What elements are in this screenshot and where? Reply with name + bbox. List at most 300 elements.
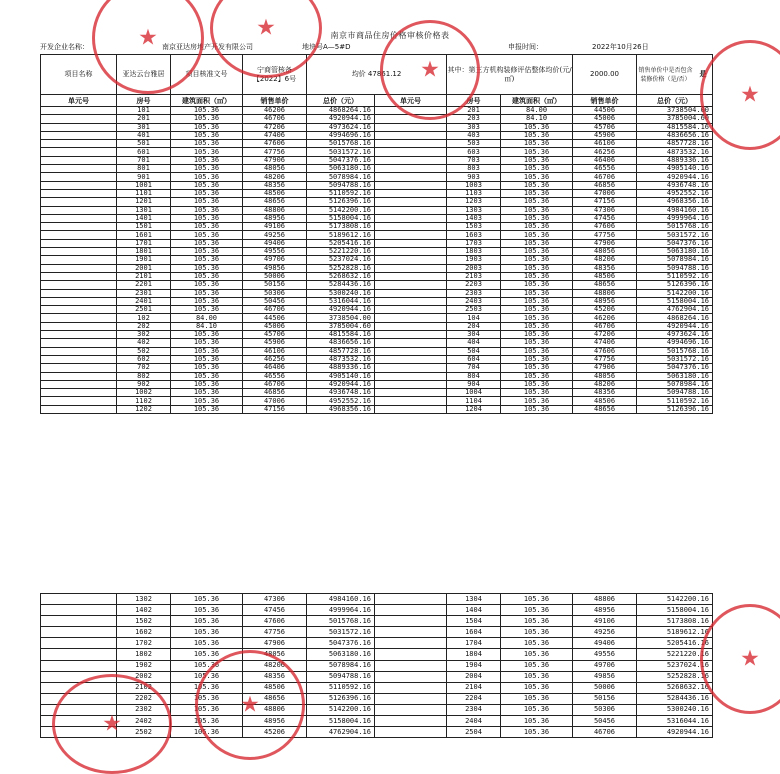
- area-cell: 105.36: [171, 671, 243, 682]
- area-cell: 105.36: [501, 638, 573, 649]
- table-row: [41, 389, 713, 397]
- total-price-cell: 5078984.16: [637, 380, 713, 388]
- total-price-cell: 4868264.16: [307, 107, 375, 115]
- room-cell: 1701: [117, 239, 171, 247]
- unit-price-cell: 50456: [573, 716, 637, 727]
- unit-price-cell: 47406: [243, 131, 307, 139]
- room-cell: 2402: [117, 716, 171, 727]
- third-party-value: 2000.00: [573, 55, 637, 95]
- unit-price-cell: 48956: [243, 214, 307, 222]
- total-price-cell: 5063180.16: [307, 165, 375, 173]
- unit-price-cell: 48806: [243, 704, 307, 715]
- total-price-cell: 4836656.16: [307, 339, 375, 347]
- unit-cell: [41, 223, 117, 231]
- unit-price-cell: 50306: [243, 289, 307, 297]
- area-cell: 105.36: [501, 165, 573, 173]
- seal-star-icon: ★: [420, 57, 440, 83]
- area-cell: 105.36: [501, 189, 573, 197]
- room-cell: 2301: [117, 289, 171, 297]
- table-row: [41, 364, 713, 372]
- total-price-cell: 5173808.16: [307, 223, 375, 231]
- bottom-table-body: [41, 594, 713, 738]
- room-cell: 2404: [447, 716, 501, 727]
- area-cell: 105.36: [171, 239, 243, 247]
- area-cell: 105.36: [501, 148, 573, 156]
- area-cell: 105.36: [171, 107, 243, 115]
- area-cell: 105.36: [171, 397, 243, 405]
- total-price-cell: 5142200.16: [637, 594, 713, 605]
- total-price-cell: 4952552.16: [307, 397, 375, 405]
- room-cell: 2002: [117, 671, 171, 682]
- unit-cell: [41, 248, 117, 256]
- total-price-cell: 3785004.60: [637, 115, 713, 123]
- room-cell: 2201: [117, 281, 171, 289]
- area-cell: 105.36: [171, 231, 243, 239]
- unit-price-cell: 48656: [573, 281, 637, 289]
- unit-cell: [41, 107, 117, 115]
- room-cell: 2202: [117, 693, 171, 704]
- area-cell: 105.36: [501, 272, 573, 280]
- room-cell: 1402: [117, 605, 171, 616]
- unit-cell: [375, 148, 447, 156]
- total-price-cell: 5015768.16: [307, 616, 375, 627]
- top-table-body: [41, 107, 713, 414]
- unit-cell: [375, 638, 447, 649]
- area-cell: 105.36: [501, 616, 573, 627]
- total-price-cell: 5063180.16: [307, 649, 375, 660]
- unit-price-cell: 46556: [243, 372, 307, 380]
- unit-price-cell: 48206: [573, 256, 637, 264]
- room-cell: 801: [117, 165, 171, 173]
- unit-price-cell: 47906: [243, 638, 307, 649]
- total-price-cell: 4868264.16: [637, 314, 713, 322]
- unit-cell: [41, 380, 117, 388]
- room-cell: 604: [447, 355, 501, 363]
- total-price-cell: 5126396.16: [637, 281, 713, 289]
- room-cell: 2001: [117, 264, 171, 272]
- table-row: [41, 264, 713, 272]
- total-price-cell: 4973624.16: [637, 331, 713, 339]
- unit-cell: [375, 131, 447, 139]
- table-row: [41, 616, 713, 627]
- table-row: [41, 693, 713, 704]
- area-cell: 105.36: [501, 181, 573, 189]
- area-cell: 105.36: [501, 314, 573, 322]
- unit-cell: [41, 281, 117, 289]
- total-price-cell: 4857728.16: [637, 140, 713, 148]
- room-cell: 1004: [447, 389, 501, 397]
- area-cell: 105.36: [171, 248, 243, 256]
- total-price-cell: 5047376.16: [637, 239, 713, 247]
- unit-cell: [41, 616, 117, 627]
- room-cell: 101: [117, 107, 171, 115]
- area-cell: 105.36: [501, 231, 573, 239]
- total-price-cell: 5237024.16: [637, 660, 713, 671]
- area-cell: 105.36: [171, 627, 243, 638]
- area-cell: 105.36: [171, 148, 243, 156]
- unit-price-cell: 49706: [243, 256, 307, 264]
- include-label: 销售单价中是否包含装修价格（是/否）: [638, 66, 693, 83]
- unit-price-cell: 50156: [573, 693, 637, 704]
- area-cell: 105.36: [501, 198, 573, 206]
- unit-price-cell: 46706: [243, 115, 307, 123]
- unit-cell: [41, 239, 117, 247]
- area-cell: 84.10: [171, 322, 243, 330]
- room-cell: 1602: [117, 627, 171, 638]
- total-price-cell: 4920944.16: [637, 173, 713, 181]
- date-value: 2022年10月26日: [592, 43, 649, 51]
- unit-price-cell: 48506: [573, 272, 637, 280]
- unit-cell: [41, 256, 117, 264]
- total-price-cell: 3785004.60: [307, 322, 375, 330]
- room-cell: 1302: [117, 594, 171, 605]
- unit-cell: [41, 627, 117, 638]
- unit-cell: [41, 605, 117, 616]
- room-header: 房号: [117, 95, 171, 107]
- table-row: [41, 140, 713, 148]
- unit-cell: [375, 115, 447, 123]
- room-cell: 1604: [447, 627, 501, 638]
- approval-label: 项目核准文号: [171, 55, 243, 95]
- unit-price-cell: 48056: [573, 372, 637, 380]
- unit-price-cell: 47606: [243, 616, 307, 627]
- area-cell: 105.36: [501, 671, 573, 682]
- unit-price-cell: 46706: [573, 727, 637, 738]
- table-row: [41, 231, 713, 239]
- total-price-cell: 5237024.16: [307, 256, 375, 264]
- total-price-cell: 5173808.16: [637, 616, 713, 627]
- area-cell: 105.36: [171, 214, 243, 222]
- area-cell: 105.36: [501, 322, 573, 330]
- unit-cell: [41, 716, 117, 727]
- unit-price-cell: 49856: [243, 264, 307, 272]
- unit-cell: [41, 372, 117, 380]
- unit-cell: [41, 355, 117, 363]
- room-cell: 2303: [447, 289, 501, 297]
- area-cell: 105.36: [501, 693, 573, 704]
- table-row: [41, 115, 713, 123]
- unit-cell: [41, 115, 117, 123]
- table-row: [41, 256, 713, 264]
- room-cell: 403: [447, 131, 501, 139]
- total-price-cell: 5158004.16: [307, 214, 375, 222]
- area-cell: 105.36: [171, 638, 243, 649]
- room-cell: 901: [117, 173, 171, 181]
- room-cell: 1502: [117, 616, 171, 627]
- room-cell: 1001: [117, 181, 171, 189]
- total-price-cell: 5078984.16: [307, 660, 375, 671]
- total-price-cell: 5221220.16: [307, 248, 375, 256]
- unit-cell: [375, 239, 447, 247]
- total-price-cell: 4815584.16: [307, 331, 375, 339]
- total-price-cell: 5268632.16: [637, 682, 713, 693]
- room-cell: 1301: [117, 206, 171, 214]
- room-cell: 1901: [117, 256, 171, 264]
- room-cell: 1703: [447, 239, 501, 247]
- unit-cell: [375, 206, 447, 214]
- room-cell: 1804: [447, 649, 501, 660]
- area-cell: 105.36: [171, 355, 243, 363]
- unit-price-cell: 45206: [243, 727, 307, 738]
- area-cell: 105.36: [171, 594, 243, 605]
- seal-star-icon: ★: [256, 15, 276, 41]
- total-price-cell: 4936748.16: [637, 181, 713, 189]
- room-cell: 2302: [117, 704, 171, 715]
- unit-price-cell: 47756: [243, 627, 307, 638]
- include-cell: [637, 55, 713, 95]
- room-cell: 1303: [447, 206, 501, 214]
- total-price-cell: 5031572.16: [637, 355, 713, 363]
- unit-cell: [41, 638, 117, 649]
- unit-price-cell: 48506: [243, 682, 307, 693]
- room-cell: 1603: [447, 231, 501, 239]
- unit-price-cell: 47306: [243, 594, 307, 605]
- room-cell: 1904: [447, 660, 501, 671]
- area-cell: 105.36: [171, 616, 243, 627]
- total-price-cell: 5142200.16: [307, 704, 375, 715]
- total-price-cell: 4873532.16: [637, 148, 713, 156]
- total-price-cell: 4836656.16: [637, 131, 713, 139]
- total-price-cell: 4873532.16: [307, 355, 375, 363]
- unit-cell: [41, 682, 117, 693]
- area-cell: 105.36: [501, 380, 573, 388]
- unit-cell: [41, 272, 117, 280]
- area-cell: 105.36: [501, 264, 573, 272]
- unit-cell: [41, 165, 117, 173]
- unit-cell: [41, 140, 117, 148]
- project-name-value: 亚达云台雅居: [117, 55, 171, 95]
- unit-price-cell: 47206: [573, 331, 637, 339]
- unit-price-cell: 48506: [573, 397, 637, 405]
- unit-cell: [41, 297, 117, 305]
- room-cell: 2502: [117, 727, 171, 738]
- unit-price-cell: 47906: [243, 156, 307, 164]
- area-cell: 105.36: [171, 693, 243, 704]
- table-row: [41, 660, 713, 671]
- table-row: [41, 716, 713, 727]
- total-price-cell: 5205416.16: [637, 638, 713, 649]
- area-cell: 105.36: [501, 214, 573, 222]
- room-cell: 501: [117, 140, 171, 148]
- plot-label: 地块号A—5#D: [302, 43, 351, 51]
- area-cell: 105.36: [171, 306, 243, 314]
- unit-price-cell: 50306: [573, 704, 637, 715]
- total-price-cell: 5031572.16: [307, 627, 375, 638]
- area-cell: 105.36: [501, 131, 573, 139]
- room-cell: 104: [447, 314, 501, 322]
- total-header: 总价（元）: [637, 95, 713, 107]
- total-price-cell: 5015768.16: [637, 347, 713, 355]
- unit-price-cell: 48656: [243, 693, 307, 704]
- area-cell: 105.36: [501, 140, 573, 148]
- unit-cell: [41, 148, 117, 156]
- table-row: [41, 397, 713, 405]
- area-cell: 105.36: [501, 297, 573, 305]
- room-cell: 1102: [117, 397, 171, 405]
- unit-price-cell: 48356: [243, 181, 307, 189]
- total-price-cell: 5221220.16: [637, 649, 713, 660]
- total-price-cell: 5158004.16: [637, 605, 713, 616]
- area-cell: 105.36: [501, 256, 573, 264]
- area-cell: 105.36: [501, 156, 573, 164]
- unit-price-cell: 46106: [573, 140, 637, 148]
- avg-value: 47861.12: [367, 70, 402, 78]
- area-cell: 84.00: [501, 107, 573, 115]
- unit-price-cell: 49106: [243, 223, 307, 231]
- room-cell: 1101: [117, 189, 171, 197]
- area-cell: 105.36: [171, 716, 243, 727]
- unit-price-cell: 48506: [243, 189, 307, 197]
- unit-cell: [375, 716, 447, 727]
- unit-price-cell: 49406: [573, 638, 637, 649]
- total-price-cell: 5300240.16: [307, 289, 375, 297]
- unit-cell: [375, 256, 447, 264]
- total-price-cell: 5126396.16: [307, 693, 375, 704]
- unit-cell: [375, 107, 447, 115]
- unit-cell: [375, 198, 447, 206]
- unit-price-cell: 48656: [573, 405, 637, 413]
- table-row: [41, 347, 713, 355]
- total-price-cell: 4994696.16: [637, 339, 713, 347]
- room-cell: 1403: [447, 214, 501, 222]
- room-cell: 1401: [117, 214, 171, 222]
- unit-cell: [375, 704, 447, 715]
- unit-cell: [41, 364, 117, 372]
- table-row: [41, 131, 713, 139]
- room-cell: 1601: [117, 231, 171, 239]
- room-cell: 502: [117, 347, 171, 355]
- area-cell: 105.36: [171, 156, 243, 164]
- room-cell: 702: [117, 364, 171, 372]
- room-cell: 1202: [117, 405, 171, 413]
- project-header-row: [41, 55, 713, 95]
- room-cell: 1902: [117, 660, 171, 671]
- unit-header: 单元号: [41, 95, 117, 107]
- room-cell: 402: [117, 339, 171, 347]
- total-header: 总价（元）: [307, 95, 375, 107]
- unit-price-cell: 49856: [573, 671, 637, 682]
- room-cell: 1504: [447, 616, 501, 627]
- area-cell: 105.36: [171, 198, 243, 206]
- area-cell: 105.36: [171, 181, 243, 189]
- room-cell: 2003: [447, 264, 501, 272]
- total-price-cell: 5063180.16: [637, 248, 713, 256]
- area-cell: 105.36: [501, 405, 573, 413]
- unit-price-cell: 48056: [243, 649, 307, 660]
- unit-price-cell: 48356: [243, 671, 307, 682]
- room-cell: 301: [117, 123, 171, 131]
- unit-cell: [41, 693, 117, 704]
- room-cell: 201: [117, 115, 171, 123]
- area-cell: 105.36: [501, 704, 573, 715]
- table-row: [41, 214, 713, 222]
- unit-price-cell: 49256: [573, 627, 637, 638]
- room-cell: 602: [117, 355, 171, 363]
- area-cell: 105.36: [171, 173, 243, 181]
- room-cell: 2102: [117, 682, 171, 693]
- unit-price-cell: 46856: [243, 389, 307, 397]
- area-cell: 105.36: [171, 140, 243, 148]
- unit-price-cell: 48206: [573, 380, 637, 388]
- unit-cell: [375, 123, 447, 131]
- total-price-cell: 5158004.16: [637, 297, 713, 305]
- price-table-bottom: [40, 593, 712, 738]
- unit-price-cell: 48056: [573, 248, 637, 256]
- unit-cell: [41, 264, 117, 272]
- room-cell: 701: [117, 156, 171, 164]
- unit-cell: [375, 397, 447, 405]
- area-cell: 105.36: [501, 239, 573, 247]
- unit-price-cell: 46706: [243, 306, 307, 314]
- area-cell: 105.36: [171, 165, 243, 173]
- room-cell: 704: [447, 364, 501, 372]
- unit-cell: [375, 306, 447, 314]
- total-price-cell: 4984160.16: [637, 206, 713, 214]
- table-row: [41, 239, 713, 247]
- total-price-cell: 5284436.16: [637, 693, 713, 704]
- total-price-cell: 4905140.16: [637, 165, 713, 173]
- total-price-cell: 5126396.16: [307, 198, 375, 206]
- total-price-cell: 5300240.16: [637, 704, 713, 715]
- unit-price-cell: 48356: [573, 264, 637, 272]
- total-price-cell: 5015768.16: [637, 223, 713, 231]
- total-price-cell: 4920944.16: [307, 115, 375, 123]
- unit-cell: [41, 289, 117, 297]
- unit-cell: [375, 405, 447, 413]
- room-cell: 303: [447, 123, 501, 131]
- total-price-cell: 5316044.16: [637, 716, 713, 727]
- unit-price-cell: 47156: [573, 198, 637, 206]
- total-price-cell: 3738504.00: [307, 314, 375, 322]
- unit-price-cell: 50456: [243, 297, 307, 305]
- area-cell: 105.36: [501, 339, 573, 347]
- unit-price-cell: 45206: [573, 306, 637, 314]
- table-row: [41, 173, 713, 181]
- room-cell: 1704: [447, 638, 501, 649]
- table-row: [41, 405, 713, 413]
- total-price-cell: 4936748.16: [307, 389, 375, 397]
- room-cell: 201: [447, 107, 501, 115]
- area-cell: 105.36: [171, 289, 243, 297]
- table-row: [41, 248, 713, 256]
- seal-star-icon: ★: [740, 82, 760, 108]
- room-cell: 2204: [447, 693, 501, 704]
- room-header: 房号: [447, 95, 501, 107]
- table-row: [41, 148, 713, 156]
- unit-price-cell: 47906: [573, 239, 637, 247]
- total-price-cell: 5078984.16: [307, 173, 375, 181]
- area-cell: 105.36: [171, 115, 243, 123]
- table-row: [41, 727, 713, 738]
- area-cell: 105.36: [171, 331, 243, 339]
- document-title: 南京市商品住房价格审核价格表: [330, 31, 450, 40]
- unit-price-cell: 50006: [573, 682, 637, 693]
- unit-cell: [375, 156, 447, 164]
- unit-price-cell: 46706: [573, 322, 637, 330]
- unit-price-header: 销售单价: [243, 95, 307, 107]
- total-price-cell: 4994696.16: [307, 131, 375, 139]
- area-cell: 105.36: [171, 605, 243, 616]
- seal-star-icon: ★: [740, 646, 760, 672]
- unit-price-cell: 48206: [243, 173, 307, 181]
- area-cell: 105.36: [171, 189, 243, 197]
- area-cell: 105.36: [501, 605, 573, 616]
- total-price-cell: 4920944.16: [637, 727, 713, 738]
- unit-cell: [41, 173, 117, 181]
- total-price-cell: 4889336.16: [637, 156, 713, 164]
- unit-cell: [41, 649, 117, 660]
- date-label: 申报时间：: [508, 43, 543, 51]
